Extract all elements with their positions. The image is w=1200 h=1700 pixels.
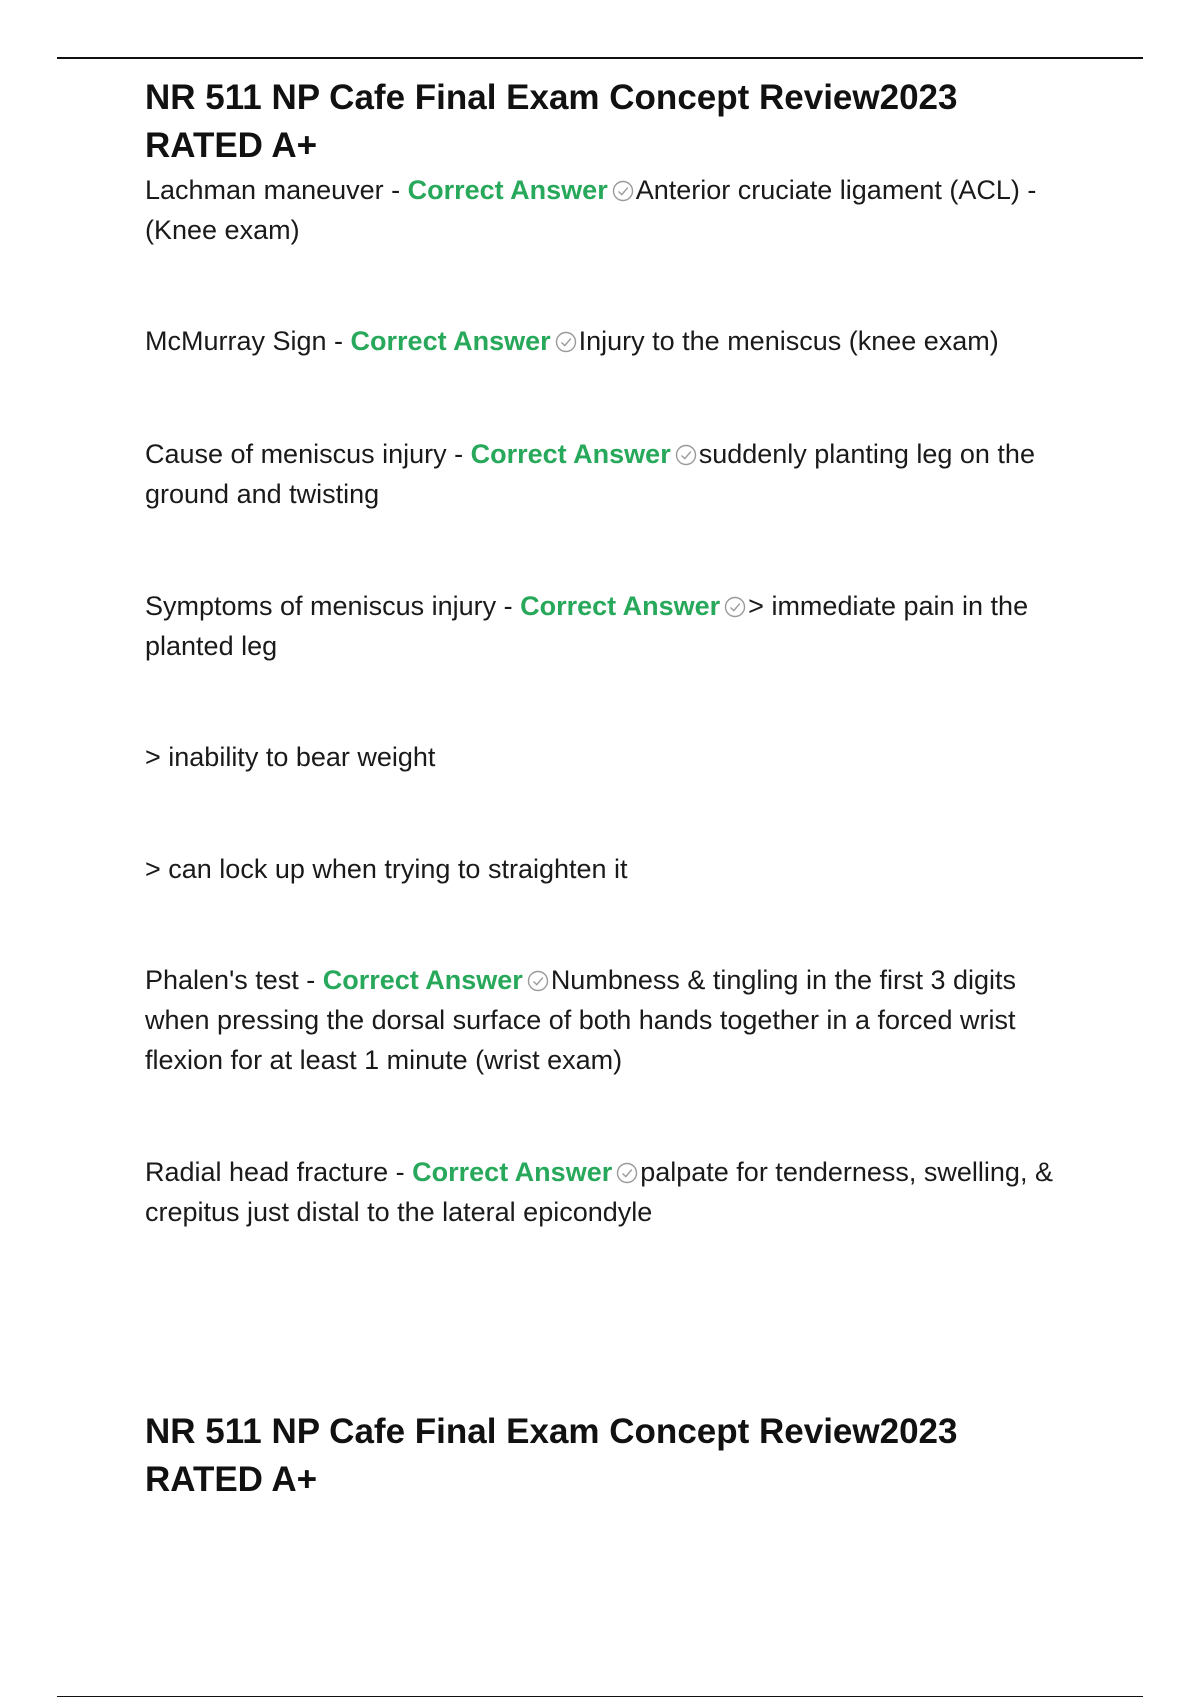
question: Lachman maneuver — [145, 175, 384, 205]
check-circle-icon — [527, 970, 549, 992]
question: Radial head fracture — [145, 1157, 389, 1187]
bottom-rule — [57, 1696, 1143, 1697]
check-circle-icon — [555, 331, 577, 353]
correct-answer-label: Correct Answer — [407, 175, 608, 205]
separator: - — [446, 439, 471, 469]
answer: Numbness & tingling in the first 3 digits when pressing the dorsal surface of both hands together in a forced wrist flexion for at least 1 minute (wrist exam) — [145, 965, 1017, 1075]
answer: Anterior cruciate ligament (ACL) - (Knee exam) — [145, 175, 1037, 245]
footer-title: NR 511 NP Cafe Final Exam Concept Review2023 RATED A+ — [145, 1412, 958, 1499]
question: Cause of meniscus injury — [145, 439, 447, 469]
answer: > immediate pain in the planted leg — [145, 591, 1029, 661]
qa-item-meniscus-symptoms — [145, 586, 1085, 666]
correct-answer-label: Correct Answer — [322, 965, 523, 995]
qa-item-phalen — [145, 960, 1085, 1080]
question: McMurray Sign — [145, 326, 327, 356]
answer: Injury to the meniscus (knee exam) — [578, 326, 999, 356]
document-page — [145, 74, 1085, 1504]
qa-item-mcmurray — [145, 321, 1085, 361]
check-circle-icon — [675, 444, 697, 466]
separator: - — [496, 591, 521, 621]
separator: - — [298, 965, 323, 995]
correct-answer-label: Correct Answer — [470, 439, 671, 469]
correct-answer-label: Correct Answer — [350, 326, 551, 356]
question: Symptoms of meniscus injury — [145, 591, 497, 621]
check-circle-icon — [616, 1162, 638, 1184]
qa-item-meniscus-cause — [145, 434, 1085, 514]
correct-answer-label: Correct Answer — [520, 591, 721, 621]
qa-item-lachman — [145, 170, 1085, 250]
separator: - — [388, 1157, 413, 1187]
qa-item-radial-head — [145, 1152, 1085, 1232]
plain-line: > can lock up when trying to straighten it — [145, 854, 628, 884]
answer: suddenly planting leg on the ground and twisting — [145, 439, 1035, 509]
check-circle-icon — [612, 180, 634, 202]
page-title: NR 511 NP Cafe Final Exam Concept Review2023 RATED A+ — [145, 78, 958, 165]
answer: palpate for tenderness, swelling, & crepitus just distal to the lateral epicondyle — [145, 1157, 1053, 1227]
correct-answer-label: Correct Answer — [412, 1157, 613, 1187]
separator: - — [383, 175, 408, 205]
check-circle-icon — [724, 596, 746, 618]
top-rule — [57, 57, 1143, 59]
separator: - — [326, 326, 351, 356]
plain-line: > inability to bear weight — [145, 742, 436, 772]
question: Phalen's test — [145, 965, 299, 995]
